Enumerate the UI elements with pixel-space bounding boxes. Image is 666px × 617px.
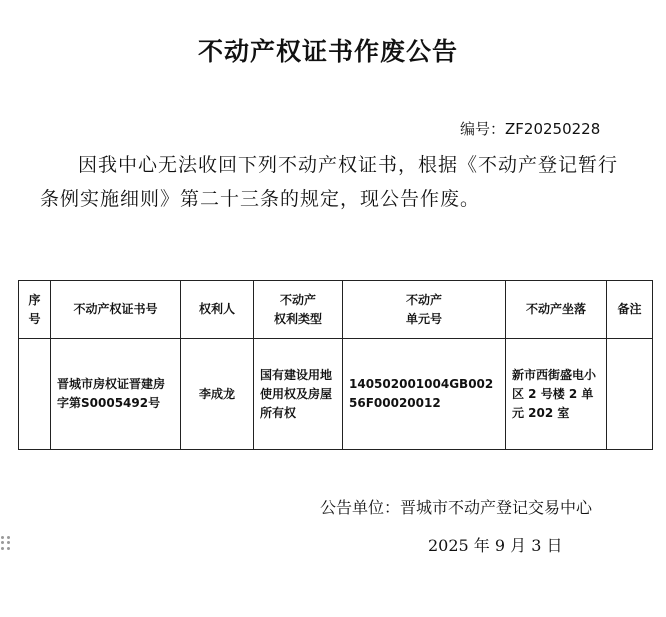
header-location: 不动产坐落 [506, 281, 607, 339]
header-owner: 权利人 [181, 281, 254, 339]
header-cert-no: 不动产权证书号 [51, 281, 181, 339]
certificate-table [18, 280, 653, 450]
cell-location: 新市西街盛电小区 2 号楼 2 单元 202 室 [506, 339, 607, 450]
header-remark: 备注 [607, 281, 653, 339]
cell-right-type: 国有建设用地使用权及房屋所有权 [254, 339, 343, 450]
header-seq: 序号 [19, 281, 51, 339]
document-number: 编号：ZF20250228 [460, 120, 601, 138]
header-unit-no: 不动产 单元号 [343, 281, 506, 339]
cell-seq [19, 339, 51, 450]
date-line: 2025 年 9 月 3 日 [428, 536, 563, 555]
cell-remark [607, 339, 653, 450]
document-title: 不动产权证书作废公告 [197, 37, 458, 66]
drag-handle-icon[interactable] [1, 536, 11, 550]
header-right-type: 不动产 权利类型 [254, 281, 343, 339]
table-header-row [19, 281, 653, 339]
issuer-line: 公告单位：晋城市不动产登记交易中心 [320, 498, 593, 517]
table-row [19, 339, 653, 450]
cell-owner: 李成龙 [181, 339, 254, 450]
announcement-body: 因我中心无法收回下列不动产权证书，根据《不动产登记暂行条例实施细则》第二十三条的规定，现公告作废。 [40, 154, 619, 210]
cell-cert-no: 晋城市房权证晋建房字第S0005492号 [51, 339, 181, 450]
cell-unit-no: 140502001004GB00256F00020012 [343, 339, 506, 450]
